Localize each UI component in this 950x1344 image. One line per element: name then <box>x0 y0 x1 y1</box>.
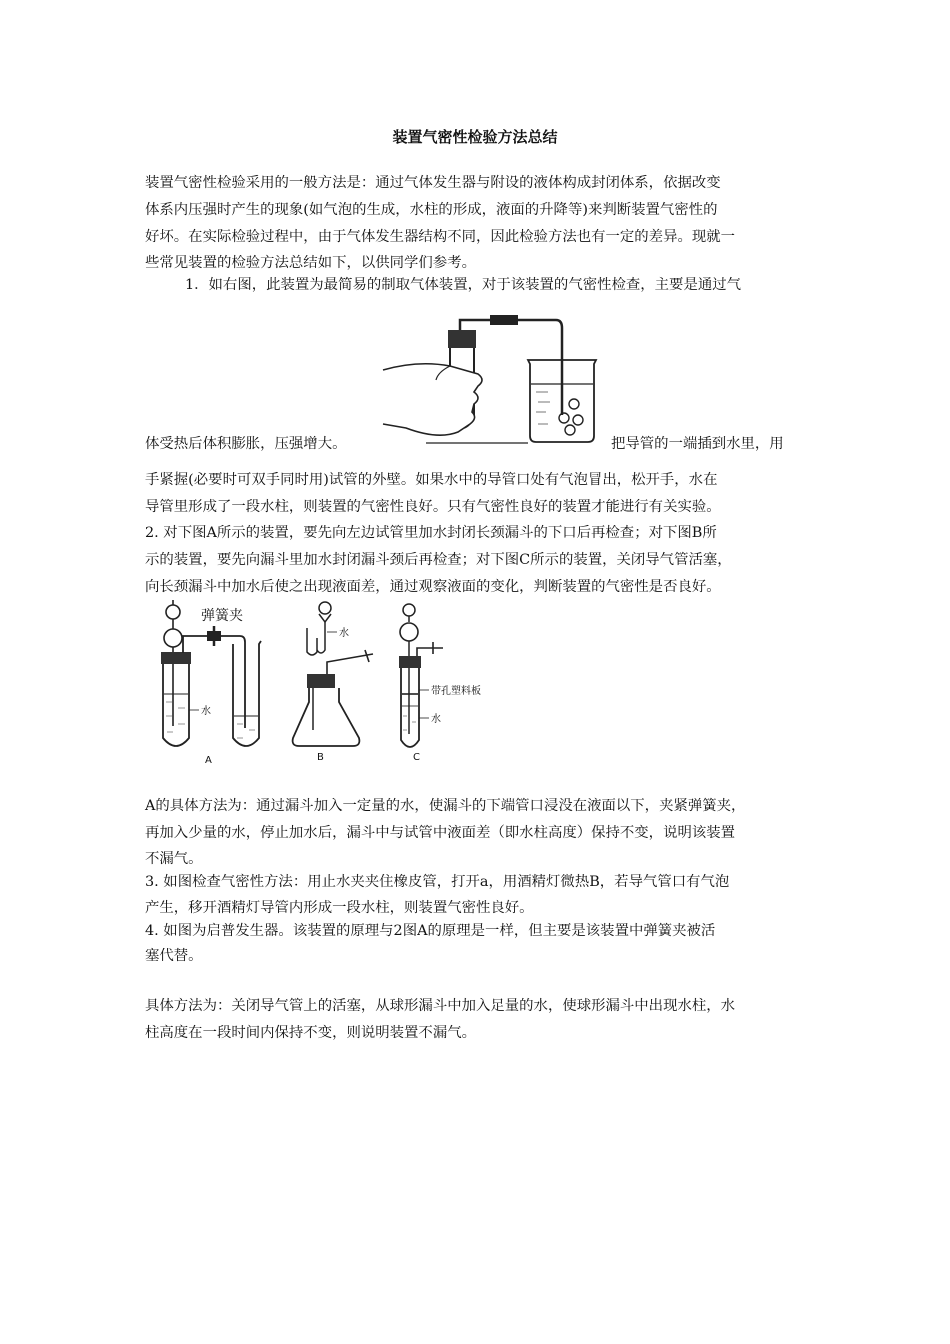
item1-line-2-right: 把导管的一端插到水里，用 <box>611 436 784 452</box>
caption-a: A <box>205 755 212 766</box>
intro-line-4: 些常见装置的检验方法总结如下，以供同学们参考。 <box>145 255 476 271</box>
caption-c: C <box>413 752 420 763</box>
intro-line-2: 体系内压强时产生的现象(如气泡的生成，水柱的形成，液面的升降等)来判断装置气密性的 <box>145 202 718 218</box>
label-water-b: 水 <box>339 628 349 639</box>
intro-line-3: 好坏。在实际检验过程中，由于气体发生器结构不同，因此检验方法也有一定的差异。现就一 <box>145 229 736 245</box>
figure-1-hand-test-tube <box>378 300 608 445</box>
item1-line-4: 导管里形成了一段水柱，则装置的气密性良好。只有气密性良好的装置才能进行有关实验。 <box>145 499 721 515</box>
method-a-line-2: 再加入少量的水，停止加水后，漏斗中与试管中液面差（即水柱高度）保持不变，说明该装置 <box>145 825 736 841</box>
item1-line-2-left: 体受热后体积膨胀，压强增大。 <box>145 436 347 452</box>
item3-line-1: 3. 如图检查气密性方法：用止水夹夹住橡皮管，打开a，用酒精灯微热B，若导气管口有气泡 <box>145 874 730 890</box>
final-line-1: 具体方法为：关闭导气管上的活塞，从球形漏斗中加入足量的水，使球形漏斗中出现水柱，水 <box>145 998 736 1014</box>
item2-line-2: 示的装置，要先向漏斗里加水封闭漏斗颈后再检查；对下图C所示的装置，关闭导气管活塞， <box>145 552 732 568</box>
item2-line-1: 2. 对下图A所示的装置，要先向左边试管里加水封闭长颈漏斗的下口后再检查；对下图B所 <box>145 525 717 541</box>
item1-line-3: 手紧握(必要时可双手同时用)试管的外壁。如果水中的导管口处有气泡冒出，松开手，水在 <box>145 472 718 488</box>
caption-b: B <box>317 752 324 763</box>
label-spring-clamp: 弹簧夹 <box>201 608 243 624</box>
item1-line-1: 1．如右图，此装置为最简易的制取气体装置，对于该装置的气密性检查，主要是通过气 <box>185 277 742 293</box>
figure-2-apparatus-abc <box>145 598 525 770</box>
method-a-line-1: A的具体方法为：通过漏斗加入一定量的水，使漏斗的下端管口浸没在液面以下，夹紧弹簧夹， <box>145 798 746 814</box>
apparatus-c <box>399 604 481 763</box>
label-water-c: 水 <box>431 714 441 725</box>
label-water-a: 水 <box>201 706 211 717</box>
label-perforated-plate: 带孔塑料板 <box>431 686 481 697</box>
page-title: 装置气密性检验方法总结 <box>392 128 558 146</box>
intro-line-1: 装置气密性检验采用的一般方法是：通过气体发生器与附设的液体构成封闭体系，依据改变 <box>145 175 721 191</box>
item2-line-3: 向长颈漏斗中加水后使之出现液面差，通过观察液面的变化，判断装置的气密性是否良好。 <box>145 579 721 595</box>
item4-line-2: 塞代替。 <box>145 948 203 964</box>
item4-line-1: 4. 如图为启普发生器。该装置的原理与2图A的原理是一样，但主要是该装置中弹簧夹被活 <box>145 923 716 939</box>
apparatus-b <box>293 602 373 763</box>
item3-line-2: 产生，移开酒精灯导管内形成一段水柱，则装置气密性良好。 <box>145 900 534 916</box>
method-a-line-3: 不漏气。 <box>145 851 203 867</box>
final-line-2: 柱高度在一段时间内保持不变，则说明装置不漏气。 <box>145 1025 476 1041</box>
apparatus-a <box>161 600 261 766</box>
